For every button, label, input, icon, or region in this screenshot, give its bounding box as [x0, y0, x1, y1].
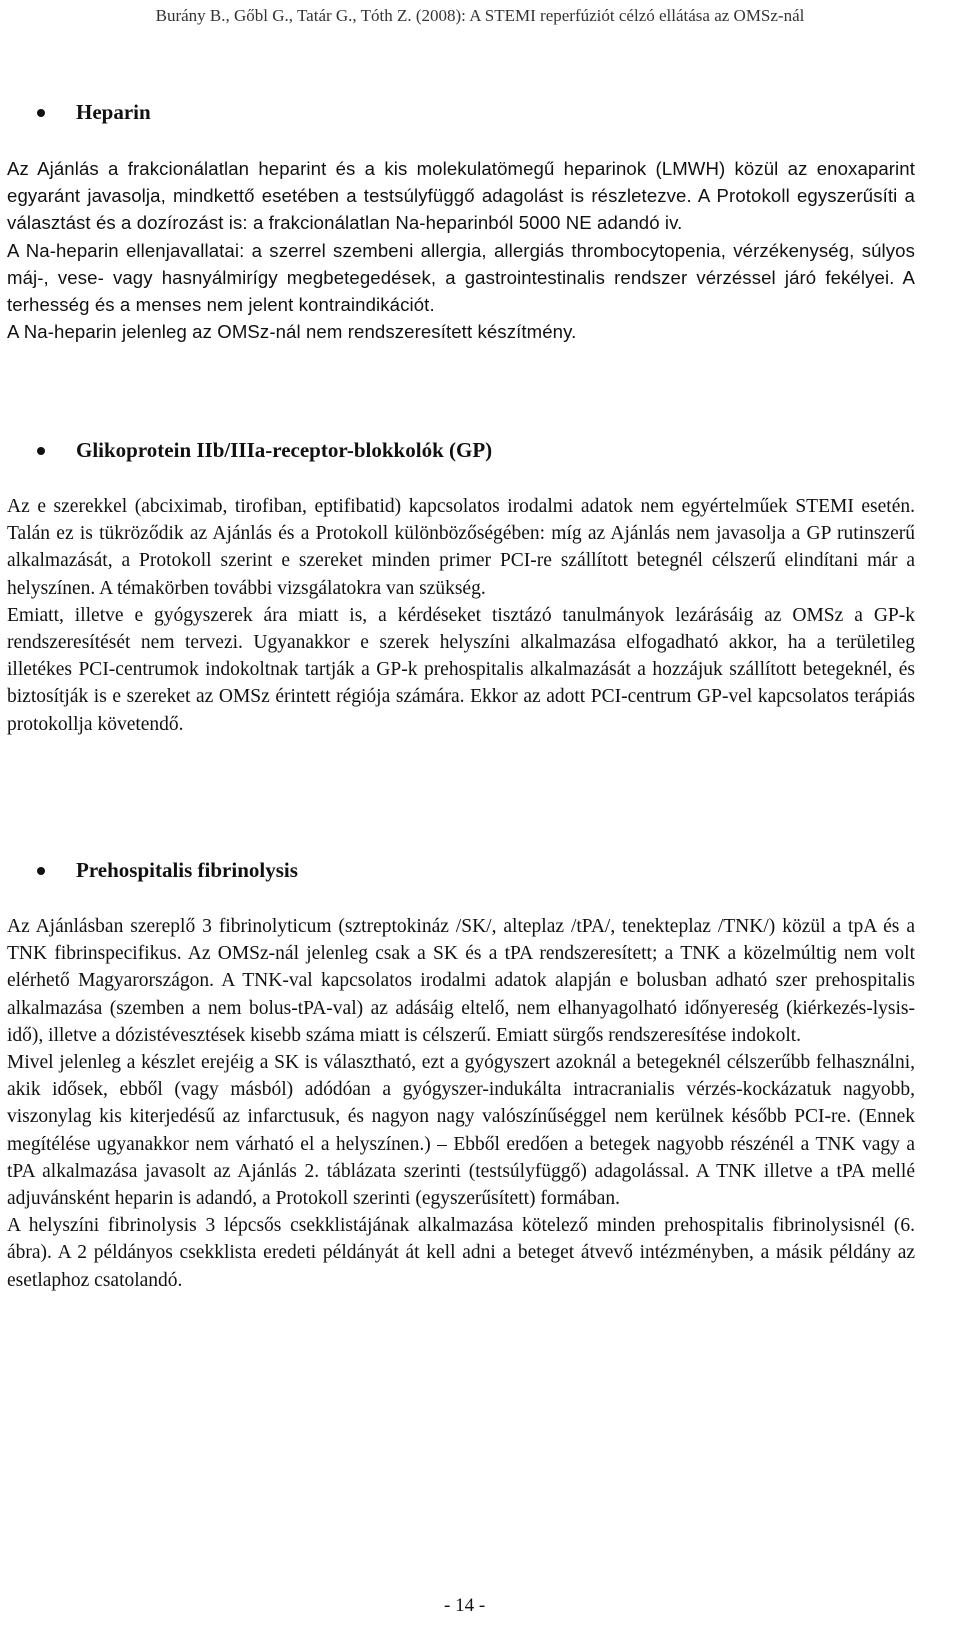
- section-body-fibrinolysis: [7, 913, 915, 1294]
- bullet-icon: [37, 447, 45, 455]
- paragraph: Az Ajánlás a frakcionálatlan heparint és a kis molekulatömegű heparinok (LMWH) közül az enoxaparint egyaránt javasolja, mindkettő esetében a testsúlyfüggő adagolást is részletezve. A Protokoll egyszerűsíti a választást és a dozírozást is: a frakcionálatlan Na-heparinból 5000 NE adandó iv.: [7, 158, 915, 234]
- section-body-heparin: [7, 155, 915, 345]
- paragraph: A Na-heparin jelenleg az OMSz-nál nem rendszeresített készítmény.: [7, 321, 577, 343]
- paragraph: Az e szerekkel (abciximab, tirofiban, eptifibatid) kapcsolatos irodalmi adatok nem egyértelműek STEMI esetén. Talán ez is tükröződik az Ajánlás és a Protokoll különbözőségében: míg az Ajánlás nem javasolja a GP rutinszerű alkalmazását, a Protokoll szerint e szereket minden primer PCI-re szállított betegnél célszerű elindítani már a helyszínen. A témakörben további vizsgálatokra van szükség.: [7, 496, 915, 599]
- section-heading-fibrinolysis: [37, 858, 298, 883]
- section-heading-gp: [37, 438, 492, 463]
- paragraph: Mivel jelenleg a készlet erejéig a SK is választható, ezt a gyógyszert azoknál a betegeknél célszerűbb felhasználni, akik idősek, ebből (vagy másból) adódóan a gyógyszer-indukálta intracranialis vérzés-kockázatuk nagyobb, viszonylag kis kiterjedésű az infarctusuk, és nagyon nagy valószínűséggel nem kerülnek később PCI-re. (Ennek megítélése ugyanakkor nem várható el a helyszínen.) – Ebből eredően a betegek nagyobb részénél a TNK vagy a tPA alkalmazása javasolt az Ajánlás 2. táblázata szerinti (testsúlyfüggő) adagolással. A TNK illetve a tPA mellé adjuvánsként heparin is adandó, a Protokoll szerinti (egyszerűsített) formában.: [7, 1052, 915, 1210]
- page-number-text: - 14 -: [444, 1595, 486, 1616]
- paragraph: Emiatt, illetve e gyógyszerek ára miatt is, a kérdéseket tisztázó tanulmányok lezárásáig az OMSz a GP-k rendszeresítését nem tervezi. Ugyanakkor e szerek helyszíni alkalmazása elfogadható akkor, ha a területileg illetékes PCI-centrumok indokoltnak tartják a GP-k prehospitalis alkalmazását a hozzájuk szállított betegeknél, és biztosítják is e szereket az OMSz érintett régiója számára. Ekkor az adott PCI-centrum GP-vel kapcsolatos terápiás protokollja követendő.: [7, 604, 915, 735]
- bullet-icon: [37, 867, 45, 875]
- bullet-icon: [37, 109, 45, 117]
- paragraph: A helyszíni fibrinolysis 3 lépcsős csekklistájának alkalmazása kötelező minden prehospitalis fibrinolysisnél (6. ábra). A 2 példányos csekklista eredeti példányát át kell adni a beteget átvevő intézményben, a másik példány az esetlaphoz csatolandó.: [7, 1215, 915, 1291]
- running-head: Burány B., Gőbl G., Tatár G., Tóth Z. (2008): A STEMI reperfúziót célzó ellátása az OMSz-nál: [155, 6, 805, 25]
- section-title: Prehospitalis fibrinolysis: [76, 858, 298, 882]
- section-body-gp: [7, 493, 915, 738]
- paragraph: Az Ajánlásban szereplő 3 fibrinolyticum (sztreptokináz /SK/, alteplaz /tPA/, tenekteplaz /TNK/) közül a tpA és a TNK fibrinspecifikus. Az OMSz-nál jelenleg csak a SK és a tPA rendszeresített; a TNK a közelmúltig nem volt elérhető Magyarországon. A TNK-val kapcsolatos irodalmi adatok alapján e bolusban adható szer prehospitalis alkalmazása (szemben a nem bolus-tPA-val) az adásáig eltelő, nem elhanyagolható időnyereség (kiérkezés-lysis-idő), illetve a dózistévesztések kisebb száma miatt is célszerű. Emiatt sürgős rendszeresítése indokolt.: [7, 916, 915, 1046]
- section-title: Heparin: [76, 100, 151, 124]
- section-heading-heparin: [37, 100, 151, 125]
- paragraph: A Na-heparin ellenjavallatai: a szerrel szembeni allergia, allergiás thrombocytopenia, vérzékenység, súlyos máj-, vese- vagy hasnyálmirígy megbetegedések, a gastrointestinalis rendszer vérzéssel járó fekélyei. A terhesség és a menses nem jelent kontraindikációt.: [7, 239, 915, 316]
- section-title: Glikoprotein IIb/IIIa-receptor-blokkolók (GP): [76, 438, 493, 462]
